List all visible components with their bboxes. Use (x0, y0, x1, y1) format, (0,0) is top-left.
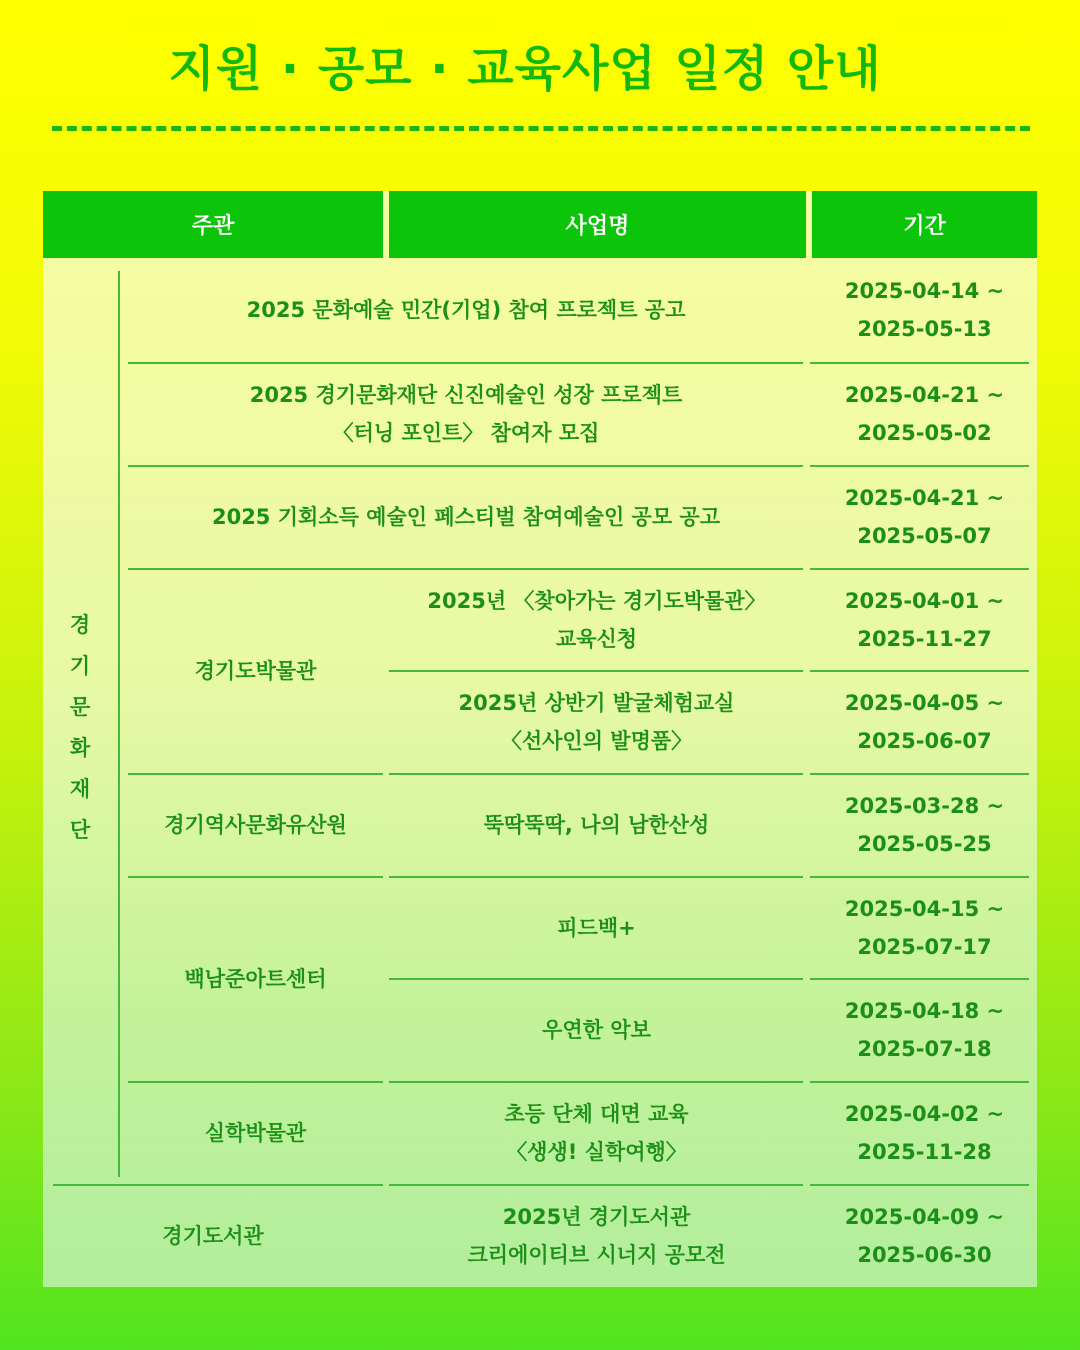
group-char: 단 (69, 818, 91, 842)
period-cell: 2025-04-18 ~ 2025-07-18 (844, 999, 1005, 1061)
group-char: 경 (69, 613, 91, 637)
organizer-cell: 경기역사문화유산원 (164, 813, 347, 837)
schedule-table (43, 191, 1037, 1287)
program-cell: 초등 단체 대면 교육 〈생생! 실학여행〉 (504, 1102, 689, 1164)
header-program: 사업명 (389, 191, 806, 258)
period-cell: 2025-04-01 ~ 2025-11-27 (844, 589, 1005, 651)
page-title: 지원 · 공모 · 교육사업 일정 안내 (168, 41, 882, 97)
period-cell: 2025-04-14 ~ 2025-05-13 (844, 279, 1005, 341)
group-char: 재 (69, 777, 91, 801)
program-cell: 2025 기회소득 예술인 페스티벌 참여예술인 공모 공고 (211, 505, 721, 529)
period-cell: 2025-04-21 ~ 2025-05-07 (844, 486, 1005, 548)
program-cell: 우연한 악보 (542, 1018, 651, 1042)
header-organizer: 주관 (43, 191, 383, 258)
period-cell: 2025-04-05 ~ 2025-06-07 (844, 691, 1005, 753)
program-cell: 피드백+ (557, 916, 636, 940)
program-cell: 2025년 경기도서관 크리에이티브 시너지 공모전 (467, 1205, 726, 1267)
organizer-cell: 실학박물관 (204, 1121, 307, 1145)
organizer-cell: 백남준아트센터 (184, 967, 327, 991)
period-cell: 2025-04-09 ~ 2025-06-30 (844, 1205, 1005, 1267)
group-char: 문 (69, 695, 91, 719)
period-cell: 2025-04-15 ~ 2025-07-17 (844, 897, 1005, 959)
program-cell: 2025년 상반기 발굴체험교실 〈선사인의 발명품〉 (458, 691, 735, 753)
program-cell: 뚝딱뚝딱, 나의 남한산성 (483, 813, 710, 837)
program-cell: 2025년 〈찾아가는 경기도박물관〉 교육신청 (427, 589, 766, 651)
organizer-cell: 경기도박물관 (194, 659, 317, 683)
group-char: 화 (69, 736, 91, 760)
group-label-foundation (43, 605, 117, 851)
group-char: 기 (69, 654, 91, 678)
period-cell: 2025-04-02 ~ 2025-11-28 (844, 1102, 1005, 1164)
group-divider (118, 271, 120, 1177)
period-cell: 2025-04-21 ~ 2025-05-02 (844, 383, 1005, 445)
period-cell: 2025-03-28 ~ 2025-05-25 (844, 794, 1005, 856)
program-cell: 2025 경기문화재단 신진예술인 성장 프로젝트 〈터닝 포인트〉 참여자 모집 (249, 383, 683, 445)
header-period: 기간 (812, 191, 1037, 258)
organizer-cell: 경기도서관 (162, 1224, 264, 1248)
dashed-divider (52, 126, 1030, 131)
program-cell: 2025 문화예술 민간(기업) 참여 프로젝트 공고 (246, 298, 686, 322)
